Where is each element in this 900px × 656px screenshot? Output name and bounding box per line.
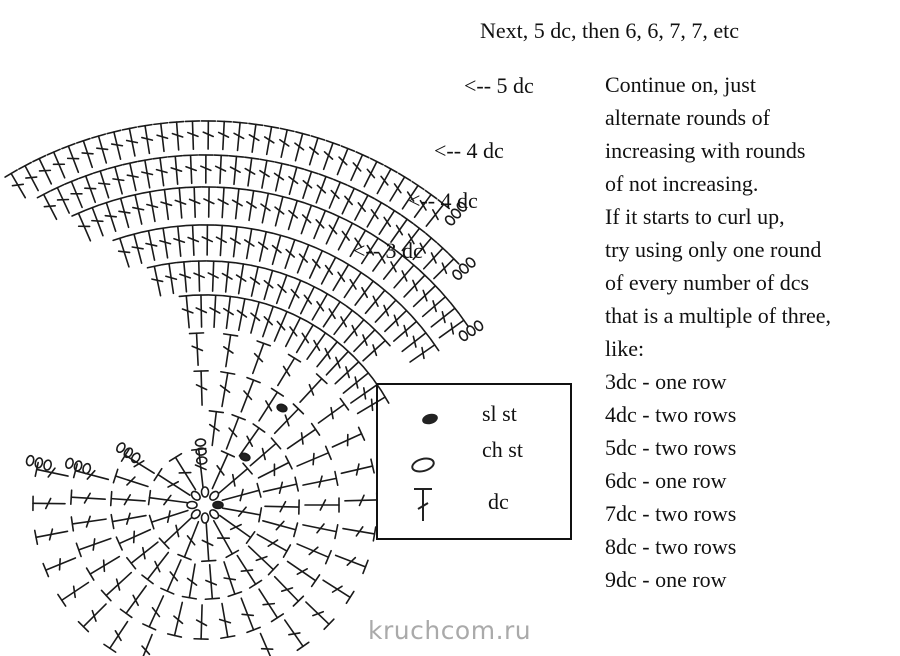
round-label-5dc: <-- 5 dc [464, 73, 534, 98]
dc-stitch [170, 122, 184, 150]
dc-stitch [202, 523, 216, 561]
dc-stitch [161, 560, 181, 594]
dc-stitch [111, 513, 146, 528]
dc-stitch [168, 602, 183, 637]
dc-stitch [326, 214, 345, 244]
dc-stitch [62, 144, 79, 173]
dc-stitch [214, 155, 228, 183]
dc-stitch [301, 203, 318, 234]
dc-stitch [116, 530, 150, 550]
dc-stitch [260, 159, 274, 188]
dc-stitch [288, 561, 320, 586]
dc-stitch [289, 165, 304, 194]
dc-stitch [171, 226, 185, 257]
dc-stitch [394, 261, 419, 288]
dc-stitch [300, 374, 327, 402]
dc-stitch [237, 297, 251, 330]
dc-stitch [289, 278, 307, 308]
dc-stitch [182, 564, 196, 599]
dc-stitch [272, 234, 287, 265]
dc-stitch [168, 156, 182, 184]
dc-stitch [199, 155, 213, 183]
ch-st-mark [65, 458, 75, 470]
dc-stitch [114, 197, 130, 228]
dc-stitch [424, 243, 448, 268]
dc-stitch [207, 261, 221, 291]
instruction-line: 8dc - two rows [605, 534, 737, 559]
ch-st-mark [190, 490, 202, 502]
dc-stitch [332, 427, 364, 447]
dc-stitch [158, 189, 172, 220]
dc-stitch [259, 456, 292, 478]
dc-stitch [205, 565, 219, 599]
sl-st-symbol [418, 411, 442, 427]
dc-stitch [156, 227, 170, 258]
dc-stitch [345, 493, 377, 507]
dc-stitch [194, 295, 208, 327]
dc-stitch [233, 122, 247, 151]
dc-stitch [394, 316, 421, 341]
dc-stitch [142, 229, 157, 260]
dc-stitch [184, 155, 198, 183]
dc-stitch [138, 125, 152, 154]
dc-stitch [153, 157, 167, 186]
dc-stitch [285, 620, 309, 650]
dc-stitch [297, 446, 331, 466]
dc-stitch [354, 325, 380, 351]
dc-stitch [47, 149, 64, 177]
dc-stitch [236, 263, 250, 294]
dc-stitch [35, 529, 68, 544]
dc-stitch [249, 123, 263, 152]
instruction-line: 5dc - two rows [605, 435, 737, 460]
dc-stitch [305, 498, 339, 512]
dc-stitch [298, 242, 316, 272]
instruction-line: of not increasing. [605, 171, 759, 196]
dc-stitch [138, 159, 152, 188]
dc-stitch [230, 156, 244, 185]
dc-stitch [297, 544, 331, 564]
dc-stitch [351, 152, 369, 180]
ch-st-mark [197, 457, 207, 465]
ch-st-mark [43, 459, 52, 470]
dc-stitch [123, 127, 138, 156]
dc-stitch [226, 415, 245, 449]
dc-stitch [108, 165, 124, 194]
dc-stitch [100, 201, 117, 232]
dc-stitch [295, 132, 309, 161]
dc-stitch [71, 490, 105, 504]
dc-stitch [217, 187, 231, 217]
dc-stitch [37, 191, 56, 219]
dc-stitch [303, 472, 338, 487]
legend-label-ch-st: ch st [482, 437, 523, 462]
dc-stitch [341, 459, 374, 475]
dc-stitch [220, 604, 235, 639]
dc-stitch [219, 463, 252, 493]
dc-stitch [265, 500, 299, 514]
dc-stitch [223, 507, 262, 521]
header-note: Next, 5 dc, then 6, 6, 7, 7, etc [480, 18, 740, 43]
sl-st-mark [239, 452, 251, 462]
dc-stitch [190, 333, 204, 365]
dc-stitch [76, 538, 110, 556]
dc-stitch [51, 185, 69, 213]
dc-stitch [306, 602, 334, 629]
dc-stitch [314, 208, 332, 238]
dc-stitch [123, 162, 138, 191]
dc-stitch [223, 296, 237, 329]
dc-stitch [337, 146, 354, 175]
dc-stitch [201, 121, 215, 149]
dc-stitch [259, 230, 273, 261]
dc-stitch [329, 179, 346, 208]
dc-stitch [239, 424, 264, 456]
dc-stitch [33, 496, 65, 510]
instruction-line: increasing with rounds [605, 138, 806, 163]
dc-stitch [43, 558, 75, 577]
dc-stitch [186, 225, 200, 255]
dc-stitch [323, 580, 354, 603]
ch-st-mark [187, 502, 197, 509]
dc-stitch [263, 521, 298, 537]
dc-stitch [209, 411, 223, 446]
dc-stitch [251, 265, 265, 296]
dc-stitch [187, 187, 201, 217]
instruction-line: 4dc - two rows [605, 402, 737, 427]
dc-stitch [343, 527, 376, 541]
round-label-4dc-lower: <-- 4 dc [408, 188, 478, 213]
dc-stitch [177, 261, 191, 291]
dc-stitch [230, 226, 244, 257]
instruction-line: of every number of dcs [605, 270, 810, 295]
dc-stitch [104, 622, 128, 653]
dc-stitch [241, 598, 260, 632]
instructions [605, 68, 831, 596]
dc-stitch [154, 123, 168, 152]
dc-stitch [375, 295, 401, 322]
dc-stitch [245, 228, 259, 259]
dc-stitch [92, 134, 108, 163]
dc-stitch [310, 136, 325, 165]
dc-stitch [127, 232, 143, 263]
round-label-4dc-upper: <-- 4 dc [434, 138, 504, 163]
legend-label-dc: dc [488, 489, 509, 514]
dc-stitch [224, 562, 241, 596]
dc-stitch [65, 179, 82, 208]
ch-st-symbol [408, 455, 438, 475]
dc-stitch [275, 577, 304, 606]
legend-box [376, 383, 572, 540]
dc-stitch [434, 254, 459, 279]
instruction-line: 9dc - one row [605, 567, 727, 592]
dc-stitch [263, 304, 280, 337]
dc-stitch [172, 187, 186, 217]
dc-stitch [336, 555, 368, 573]
dc-stitch [288, 424, 320, 449]
dc-stitch [127, 542, 158, 569]
dc-stitch [224, 334, 238, 367]
ch-st-mark [26, 455, 35, 466]
dc-stitch [192, 261, 206, 291]
dc-stitch [280, 128, 294, 157]
dc-stitch [264, 477, 299, 493]
dc-stitch [247, 190, 261, 221]
dc-stitch [142, 552, 168, 583]
dc-stitch [58, 583, 89, 607]
dc-stitch [77, 139, 93, 168]
legend-label-sl-st: sl st [482, 401, 517, 426]
instruction-line: alternate rounds of [605, 105, 770, 130]
dc-stitch [275, 162, 289, 191]
dc-stitch [111, 492, 145, 506]
dc-stitch [355, 192, 374, 220]
dc-stitch [250, 438, 280, 466]
dc-stitch [101, 573, 131, 601]
dc-symbol [408, 485, 438, 525]
dc-stitch [232, 188, 246, 219]
dc-stitch [113, 236, 129, 267]
dc-stitch [253, 341, 271, 373]
sl-st-mark [276, 403, 288, 413]
dc-stitch [363, 335, 390, 360]
dc-stitch [277, 273, 294, 304]
dc-stitch [71, 516, 106, 531]
dc-stitch [87, 557, 120, 581]
instruction-line: 3dc - one row [605, 369, 727, 394]
dc-stitch [278, 354, 301, 385]
dc-stitch [310, 248, 329, 278]
dc-stitch [159, 517, 192, 548]
dc-stitch [261, 192, 275, 223]
dc-stitch [260, 634, 279, 656]
dc-stitch [404, 270, 430, 297]
dc-stitch [209, 295, 223, 327]
instruction-line: 7dc - two rows [605, 501, 737, 526]
dc-stitch [222, 261, 236, 292]
dc-stitch [379, 207, 400, 234]
dc-stitch [79, 174, 96, 203]
instruction-line: that is a multiple of three, [605, 303, 832, 328]
dc-stitch [215, 225, 229, 255]
sl-st-mark [213, 502, 223, 509]
dc-stitch [316, 174, 332, 203]
ch-st-mark [195, 439, 205, 447]
instruction-line: 6dc - one row [605, 468, 727, 493]
dc-stitch [185, 121, 199, 149]
dc-stitch [259, 589, 283, 621]
dc-stitch [275, 195, 290, 226]
dc-stitch [423, 292, 450, 317]
round-label-3dc: <-- 3 dc [353, 238, 423, 263]
instruction-line: If it starts to curl up, [605, 204, 785, 229]
dc-stitch [149, 491, 188, 505]
dc-stitch [78, 604, 106, 632]
dc-stitch [301, 284, 321, 314]
dc-stitch [377, 166, 397, 194]
ch-st-mark [82, 463, 92, 475]
watermark: kruchcom.ru [368, 616, 532, 645]
dc-stitch [107, 130, 122, 159]
dc-stitch [72, 210, 90, 240]
dc-stitch [86, 205, 103, 236]
dc-stitch [245, 157, 259, 186]
dc-stitch [285, 238, 301, 269]
dc-stitch [364, 158, 383, 186]
dc-stitch [318, 399, 348, 423]
dc-stitch [5, 170, 25, 198]
dc-stitch [162, 263, 176, 294]
dc-stitch [241, 378, 260, 412]
ch-st-mark [202, 513, 209, 523]
dc-stitch [265, 126, 279, 155]
dc-stitch [113, 469, 148, 486]
dc-stitch [194, 371, 208, 405]
dc-stitch [385, 305, 411, 331]
dc-stitch [200, 225, 214, 255]
dc-stitch [221, 372, 235, 407]
instruction-line: like: [605, 336, 645, 361]
instruction-line: Continue on, just [605, 72, 756, 97]
dc-stitch [202, 187, 216, 217]
dc-stitch [414, 281, 441, 307]
dc-stitch [257, 534, 290, 557]
ch-st-mark [73, 460, 83, 472]
dc-stitch [128, 193, 143, 224]
dc-stitch [143, 191, 158, 222]
dc-stitch [134, 635, 153, 656]
dc-stitch [342, 185, 360, 213]
dc-stitch [367, 199, 387, 227]
ch-st-mark [208, 508, 220, 520]
ch-st-mark [208, 490, 220, 502]
dc-stitch [217, 121, 231, 149]
ch-st-mark [202, 487, 209, 497]
dc-stitch [147, 265, 162, 296]
dc-stitch [33, 156, 51, 184]
instruction-line: try using only one round [605, 237, 822, 262]
dc-stitch [289, 199, 304, 230]
dc-stitch [179, 295, 193, 327]
dc-stitch [303, 169, 318, 198]
dc-stitch [303, 524, 338, 538]
dc-stitch [324, 141, 340, 170]
dc-stitch [143, 596, 164, 630]
dc-stitch [120, 586, 146, 618]
dc-stitch [19, 163, 38, 191]
dc-stitch [194, 605, 208, 639]
dc-stitch [264, 269, 279, 300]
dc-stitch [94, 169, 110, 198]
